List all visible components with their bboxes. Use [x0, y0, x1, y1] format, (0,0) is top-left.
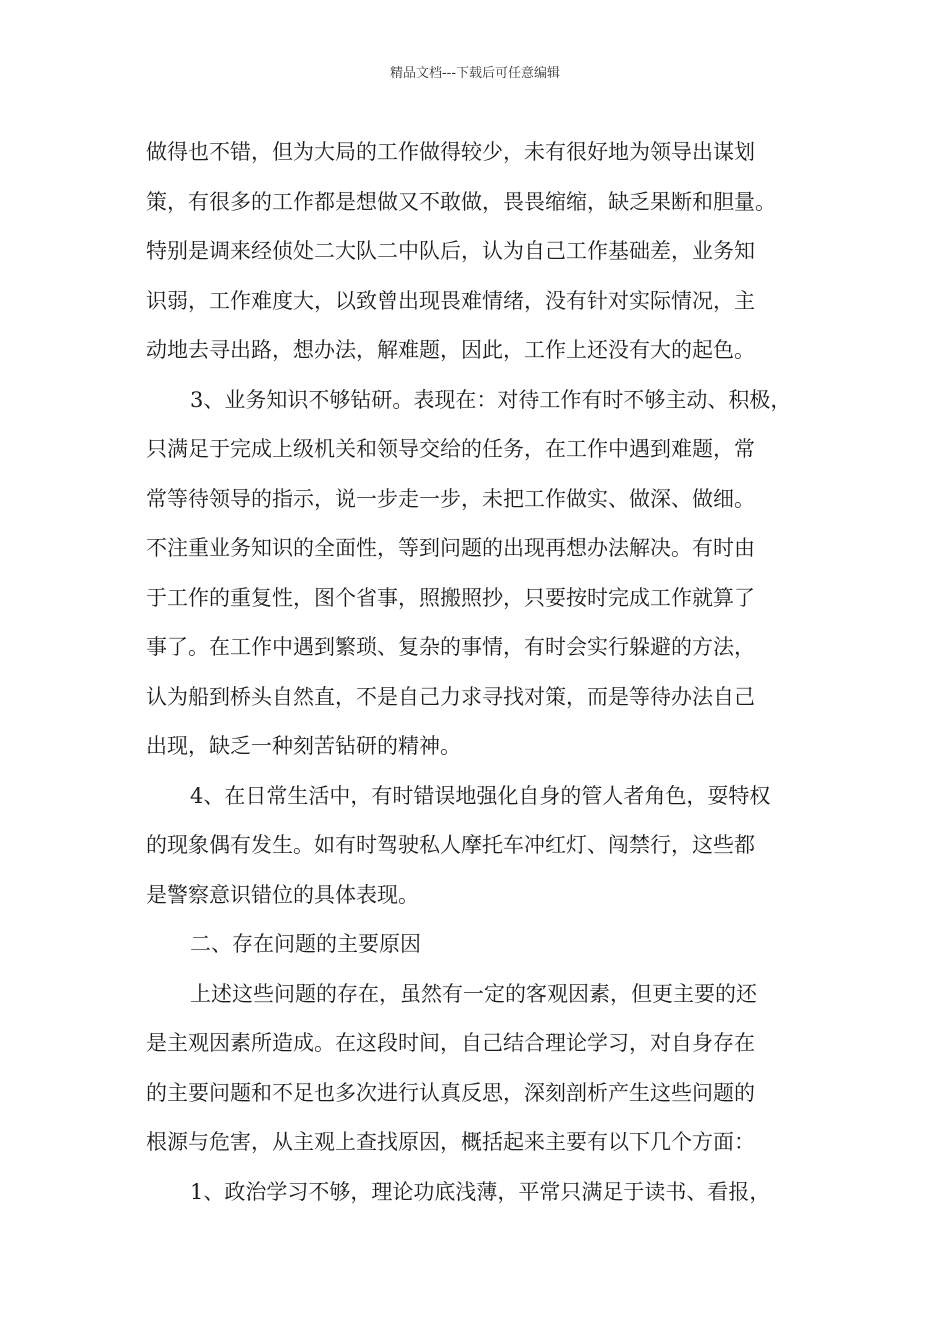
text-line: 根源与危害，从主观上查找原因，概括起来主要有以下几个方面：: [146, 1130, 755, 1154]
text-line: 做得也不错，但为大局的工作做得较少，未有很好地为领导出谋划: [146, 140, 755, 164]
text-line: 出现，缺乏一种刻苦钻研的精神。: [146, 734, 461, 758]
text-line: 于工作的重复性，图个省事，照搬照抄，只要按时完成工作就算了: [146, 585, 755, 610]
text-line: 二、存在问题的主要原因: [190, 932, 421, 956]
text-line: 识弱，工作难度大，以致曾出现畏难情绪，没有针对实际情况，主: [146, 288, 755, 313]
text-line: 的现象偶有发生。如有时驾驶私人摩托车冲红灯、闯禁行，这些都: [146, 833, 755, 857]
text-line: 策，有很多的工作都是想做又不敢做，畏畏缩缩，缺乏果断和胆量。: [146, 189, 776, 214]
text-line: 只满足于完成上级机关和领导交给的任务，在工作中遇到难题，常: [146, 437, 755, 461]
document-body: [146, 128, 826, 1217]
text-line: 不注重业务知识的全面性，等到问题的出现再想办法解决。有时由: [146, 536, 755, 560]
text-line: 的主要问题和不足也多次进行认真反思，深刻剖析产生这些问题的: [146, 1080, 755, 1105]
text-line: 认为船到桥头自然直，不是自己力求寻找对策，而是等待办法自己: [146, 684, 755, 709]
text-line: 事了。在工作中遇到繁琐、复杂的事情，有时会实行躲避的方法，: [146, 635, 755, 659]
text-line: 3、业务知识不够钻研。表现在：对待工作有时不够主动、积极，: [190, 387, 792, 412]
text-line: 是主观因素所造成。在这段时间，自己结合理论学习，对自身存在: [146, 1031, 755, 1055]
page-header: 精品文档---下载后可任意编辑: [389, 66, 561, 81]
text-line: 特别是调来经侦处二大队二中队后，认为自己工作基础差，业务知: [146, 239, 755, 263]
text-line: 是警察意识错位的具体表现。: [146, 882, 419, 907]
text-line: 上述这些问题的存在，虽然有一定的客观因素，但更主要的还: [190, 981, 757, 1006]
text-line: 1、政治学习不够，理论功底浅薄，平常只满足于读书、看报，: [190, 1179, 771, 1204]
text-line: 常等待领导的指示，说一步走一步，未把工作做实、做深、做细。: [146, 486, 755, 511]
text-line: 动地去寻出路，想办法，解难题，因此，工作上还没有大的起色。: [146, 338, 755, 362]
text-line: 4、在日常生活中，有时错误地强化自身的管人者角色，耍特权: [190, 783, 771, 808]
